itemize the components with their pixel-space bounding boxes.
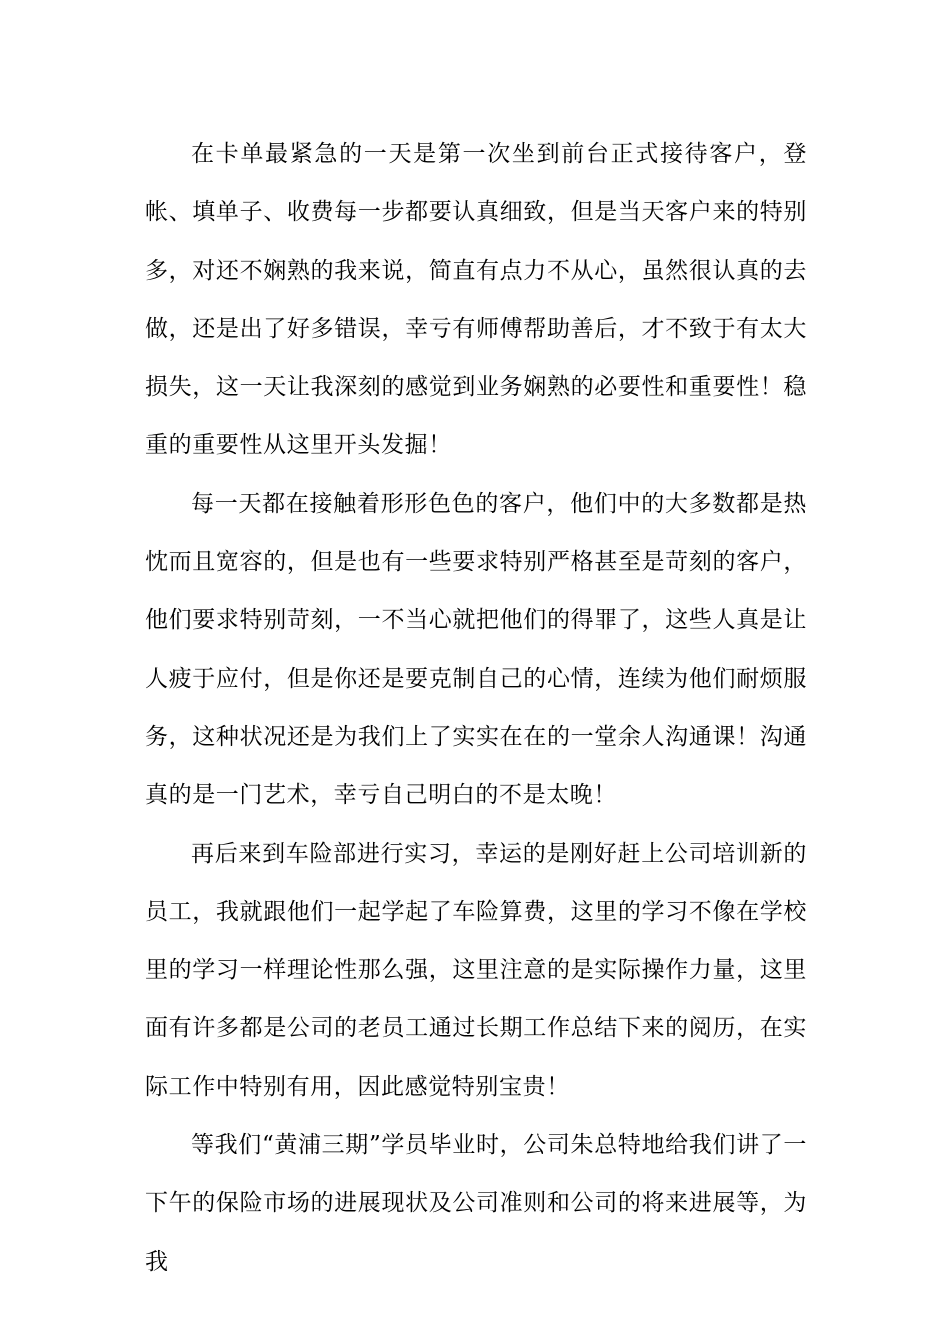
paragraph-2: 每一天都在接触着形形色色的客户，他们中的大多数都是热忱而且宽容的，但是也有一些要求特别严格甚至是苛刻的客户，他们要求特别苛刻，一不当心就把他们的得罪了，这些人真是让人疲于应付，但是你还是要克制自己的心情，连续为他们耐烦服务，这种状况还是为我们上了实实在在的一堂余人沟通课！沟通真的是一门艺术，幸亏自己明白的不是太晚！ <box>145 490 807 809</box>
paragraph-4: 等我们“黄浦三期”学员毕业时，公司朱总特地给我们讲了一下午的保险市场的进展现状及公司准则和公司的将来进展等，为我 <box>145 1132 807 1275</box>
paragraph-3: 再后来到车险部进行实习，幸运的是刚好赶上公司培训新的员工，我就跟他们一起学起了车险算费，这里的学习不像在学校里的学习一样理论性那么强，这里注意的是实际操作力量，这里面有许多都是公司的老员工通过长期工作总结下来的阅历，在实际工作中特别有用，因此感觉特别宝贵！ <box>145 840 807 1100</box>
document-body <box>145 125 807 1291</box>
paragraph-1: 在卡单最紧急的一天是第一次坐到前台正式接待客户，登帐、填单子、收费每一步都要认真细致，但是当天客户来的特别多，对还不娴熟的我来说，简直有点力不从心，虽然很认真的去做，还是出了好多错误，幸亏有师傅帮助善后，才不致于有太大损失，这一天让我深刻的感觉到业务娴熟的必要性和重要性！稳重的重要性从这里开头发掘！ <box>145 141 807 459</box>
